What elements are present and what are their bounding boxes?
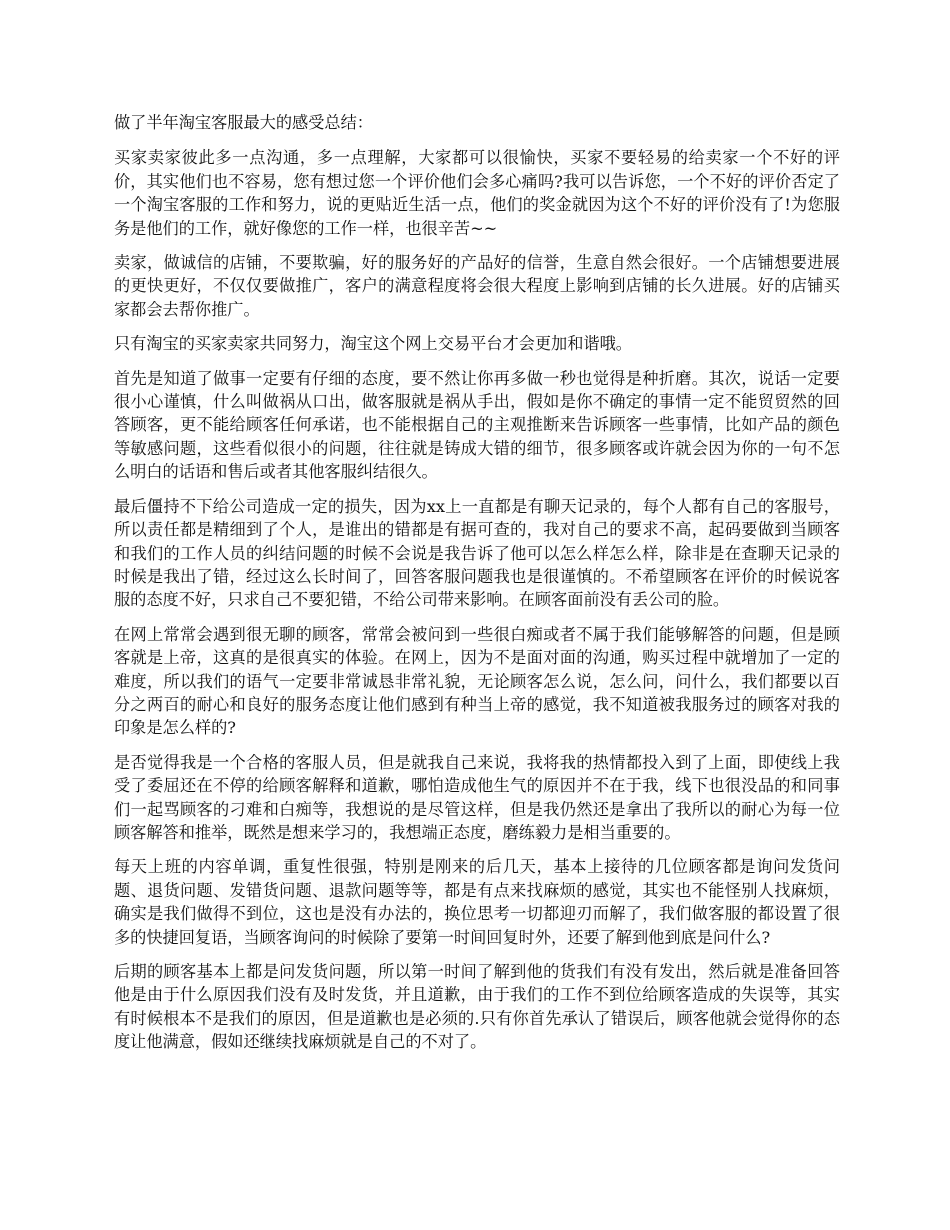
paragraph-2: 卖家，做诚信的店铺，不要欺骗，好的服务好的产品好的信誉，生意自然会很好。一个店铺想要进展的更快更好，不仅仅要做推广，客户的满意程度将会很大程度上影响到店铺的长久进展。好的店铺买家都会去帮你推广。	[114, 253, 840, 319]
paragraph-4: 首先是知道了做事一定要有仔细的态度，要不然让你再多做一秒也觉得是种折磨。其次，说话一定要很小心谨慎，什么叫做祸从口出，做客服就是祸从手出，假如是你不确定的事情一定不能贸贸然的回答顾客，更不能给顾客任何承诺，也不能根据自己的主观推断来告诉顾客一些事情，比如产品的颜色等敏感问题，这些看似很小的问题，往往就是铸成大错的细节，很多顾客或许就会因为你的一句不怎么明白的话语和售后或者其他客服纠结很久。	[114, 368, 840, 482]
paragraph-3: 只有淘宝的买家卖家共同努力，淘宝这个网上交易平台才会更加和谐哦。	[114, 334, 632, 354]
document-title: 做了半年淘宝客服最大的感受总结：	[114, 113, 373, 132]
paragraph-1: 买家卖家彼此多一点沟通，多一点理解，大家都可以很愉快，买家不要轻易的给卖家一个不好的评价，其实他们也不容易，您有想过您一个评价他们会多心痛吗?我可以告诉您，一个不好的评价否定了一个淘宝客服的工作和努力，说的更贴近生活一点，他们的奖金就因为这个不好的评价没有了!为您服务是他们的工作，就好像您的工作一样，也很辛苦~~	[114, 148, 840, 238]
paragraph-5: 最后僵持不下给公司造成一定的损失，因为xx上一直都是有聊天记录的，每个人都有自己的客服号，所以责任都是精细到了个人，是谁出的错都是有据可查的，我对自己的要求不高，起码要做到当顾客和我们的工作人员的纠结问题的时候不会说是我告诉了他可以怎么样怎么样，除非是在查聊天记录的时候是我出了错，经过这么长时间了，回答客服问题我也是很谨慎的。不希望顾客在评价的时候说客服的态度不好，只求自己不要犯错，不给公司带来影响。在顾客面前没有丢公司的脸。	[114, 496, 840, 610]
paragraph-7: 是否觉得我是一个合格的客服人员，但是就我自己来说，我将我的热情都投入到了上面，即使线上我受了委屈还在不停的给顾客解释和道歉，哪怕造成他生气的原因并不在于我，线下也很没品的和同事们一起骂顾客的刁难和白痴等，我想说的是尽管这样，但是我仍然还是拿出了我所以的耐心为每一位顾客解答和推举，既然是想来学习的，我想端正态度，磨练毅力是相当重要的。	[114, 752, 840, 842]
paragraph-6: 在网上常常会遇到很无聊的顾客，常常会被问到一些很白痴或者不属于我们能够解答的问题，但是顾客就是上帝，这真的是很真实的体验。在网上，因为不是面对面的沟通，购买过程中就增加了一定的难度，所以我们的语气一定要非常诚恳非常礼貌，无论顾客怎么说，怎么问，问什么，我们都要以百分之两百的耐心和良好的服务态度让他们感到有种当上帝的感觉，我不知道被我服务过的顾客对我的印象是怎么样的?	[114, 624, 840, 738]
paragraph-8: 每天上班的内容单调，重复性很强，特别是刚来的后几天，基本上接待的几位顾客都是询问发货问题、退货问题、发错货问题、退款问题等等，都是有点来找麻烦的感觉，其实也不能怪别人找麻烦，确实是我们做得不到位，这也是没有办法的，换位思考一切都迎刃而解了，我们做客服的都设置了很多的快捷回复语，当顾客询问的时候除了要第一时间回复时外，还要了解到他到底是问什么?	[114, 857, 840, 947]
document-page	[114, 111, 840, 1065]
paragraph-9: 后期的顾客基本上都是问发货问题，所以第一时间了解到他的货我们有没有发出，然后就是准备回答他是由于什么原因我们没有及时发货，并且道歉，由于我们的工作不到位给顾客造成的失误等，其实有时候根本不是我们的原因，但是道歉也是必须的.只有你首先承认了错误后，顾客他就会觉得你的态度让他满意，假如还继续找麻烦就是自己的不对了。	[114, 962, 840, 1052]
